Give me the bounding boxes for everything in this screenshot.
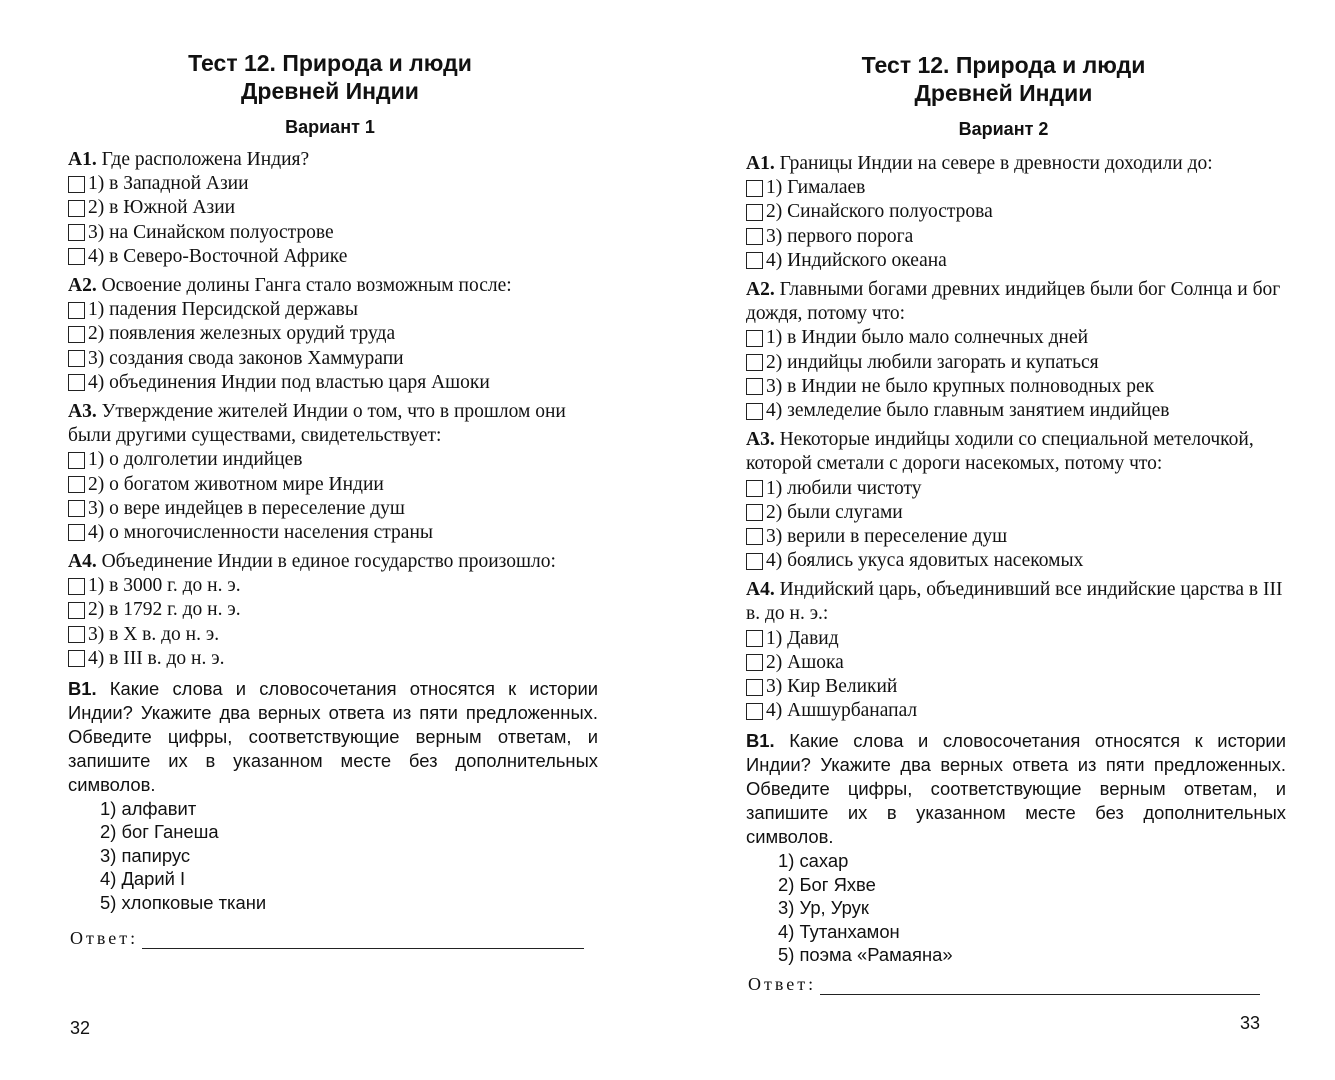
question-a2: [68, 274, 598, 395]
option[interactable]: [68, 473, 598, 497]
option-text: 1) Гималаев: [766, 177, 866, 199]
question-number: В1.: [746, 730, 775, 752]
answer-checkbox[interactable]: [68, 326, 85, 343]
option-text: 3) верили в переселение душ: [766, 525, 1008, 547]
option-text: 3) Кир Великий: [766, 676, 898, 698]
answer-checkbox[interactable]: [68, 224, 85, 241]
question-number: А2.: [68, 274, 97, 296]
option[interactable]: [746, 249, 1286, 273]
option[interactable]: [746, 699, 1286, 723]
question-a2: [746, 278, 1286, 423]
option[interactable]: [746, 375, 1286, 399]
b1-items: [68, 797, 598, 914]
option-text: 4) боялись укуса ядовитых насекомых: [766, 550, 1084, 572]
option[interactable]: [68, 371, 598, 395]
question-b1: [68, 677, 598, 914]
answer-checkbox[interactable]: [746, 679, 763, 696]
question-text: Объединение Индии в единое государство произошло:: [101, 551, 556, 573]
answer-checkbox[interactable]: [68, 248, 85, 265]
question-number: А1.: [746, 153, 775, 174]
list-item: 1) алфавит: [100, 798, 197, 820]
answer-checkbox[interactable]: [746, 378, 763, 395]
option-text: 3) в Индии не было крупных полноводных рек: [766, 375, 1155, 397]
answer-field[interactable]: [142, 930, 584, 949]
option[interactable]: [746, 675, 1286, 699]
test-title: [0, 49, 660, 105]
answer-checkbox[interactable]: [68, 374, 85, 391]
option-text: 2) Ашока: [766, 651, 844, 673]
option[interactable]: [746, 351, 1286, 375]
question-number: А3.: [746, 429, 775, 451]
answer-checkbox[interactable]: [746, 403, 763, 420]
option-text: 3) создания свода законов Хаммурапи: [88, 347, 404, 369]
list-item: 5) хлопковые ткани: [100, 891, 267, 913]
list-item: 2) бог Ганеша: [100, 821, 219, 843]
answer-checkbox[interactable]: [746, 703, 763, 720]
option-text: 1) о долголетии индийцев: [88, 449, 303, 471]
question-text: Освоение долины Ганга стало возможным после:: [101, 274, 512, 296]
title-line-1: Тест 12. Природа и люди: [188, 50, 472, 76]
list-item: 3) Ур, Урук: [778, 897, 869, 919]
list-item: 3) папирус: [100, 844, 191, 866]
left-page: [0, 0, 660, 1080]
option[interactable]: [68, 322, 598, 346]
list-item: 1) сахар: [778, 850, 849, 872]
option-text: 3) о вере индейцев в переселение душ: [88, 497, 405, 519]
question-text: Границы Индии на севере в древности доходили до:: [779, 153, 1213, 174]
option-text: 4) о многочисленности населения страны: [88, 521, 434, 543]
questions-block: [68, 148, 598, 914]
answer-checkbox[interactable]: [68, 524, 85, 541]
question-a4: [746, 578, 1286, 723]
option[interactable]: [68, 196, 598, 220]
page-number: 33: [1240, 1013, 1261, 1033]
list-item: 4) Дарий I: [100, 868, 186, 890]
question-text: Утверждение жителей Индии о том, что в прошлом они были другими существами, свидетельствует:: [68, 400, 566, 447]
test-title: [672, 51, 1335, 107]
question-a3: [746, 428, 1286, 573]
option[interactable]: [746, 399, 1286, 423]
option-text: 3) на Синайском полуострове: [88, 221, 334, 243]
answer-checkbox[interactable]: [746, 228, 763, 245]
answer-checkbox[interactable]: [68, 476, 85, 493]
question-a3: [68, 400, 598, 545]
title-line-2: Древней Индии: [241, 78, 419, 104]
answer-row: [748, 974, 1260, 995]
option[interactable]: [746, 176, 1286, 200]
option-text: 4) Ашшурбанапал: [766, 700, 918, 722]
option[interactable]: [68, 647, 598, 671]
answer-checkbox[interactable]: [68, 500, 85, 517]
answer-checkbox[interactable]: [68, 626, 85, 643]
question-text: Индийский царь, объединивший все индийские царства в III в. до н. э.:: [746, 579, 1283, 625]
option[interactable]: [746, 326, 1286, 350]
option-text: 2) были слугами: [766, 501, 903, 523]
variant-label: Вариант 1: [285, 117, 375, 137]
question-number: А1.: [68, 149, 97, 170]
answer-checkbox[interactable]: [68, 200, 85, 217]
questions-block: [746, 152, 1286, 966]
question-number: В1.: [68, 678, 97, 700]
question-a1: [746, 152, 1286, 273]
option-text: 4) Индийского океана: [766, 249, 947, 271]
list-item: 4) Тутанхамон: [778, 920, 900, 942]
option[interactable]: [68, 245, 598, 269]
option[interactable]: [68, 598, 598, 622]
option[interactable]: [746, 225, 1286, 249]
answer-checkbox[interactable]: [746, 354, 763, 371]
list-item: 2) Бог Яхве: [778, 873, 876, 895]
question-b1: [746, 729, 1286, 966]
question-a1: [68, 148, 598, 269]
option-text: 4) в Северо-Восточной Африке: [88, 245, 348, 267]
option-text: 1) Давид: [766, 627, 839, 649]
answer-checkbox[interactable]: [68, 302, 85, 319]
option[interactable]: [68, 574, 598, 598]
title-line-1: Тест 12. Природа и люди: [861, 52, 1146, 78]
variant-label: Вариант 2: [958, 119, 1049, 139]
answer-checkbox[interactable]: [746, 654, 763, 671]
option[interactable]: [746, 549, 1286, 573]
option[interactable]: [68, 298, 598, 322]
answer-checkbox[interactable]: [746, 630, 763, 647]
list-item: 5) поэма «Рамаяна»: [778, 944, 953, 966]
option-text: 4) в III в. до н. э.: [88, 647, 225, 669]
option[interactable]: [68, 172, 598, 196]
option[interactable]: [746, 525, 1286, 549]
option-text: 2) в Южной Азии: [88, 197, 236, 219]
option-text: 3) в X в. до н. э.: [88, 623, 220, 645]
b1-items: [746, 849, 1286, 966]
question-text: Какие слова и словосочетания относятся к истории Индии? Укажите два верных ответа из пяти предложенных. Обведите цифры, соответствующие верным ответам, и запишите их в указанном месте без дополнительных символов.: [746, 730, 1286, 848]
option-text: 3) первого порога: [766, 225, 914, 247]
option[interactable]: [68, 221, 598, 245]
option[interactable]: [68, 623, 598, 647]
answer-checkbox[interactable]: [746, 204, 763, 221]
answer-checkbox[interactable]: [68, 452, 85, 469]
option-text: 1) в Западной Азии: [88, 173, 249, 195]
answer-checkbox[interactable]: [746, 553, 763, 570]
question-text: Какие слова и словосочетания относятся к истории Индии? Укажите два верных ответа из пяти предложенных. Обведите цифры, соответствующие верным ответам, и запишите их в указанном месте без дополнительных символов.: [68, 678, 598, 796]
answer-checkbox[interactable]: [746, 330, 763, 347]
question-number: А2.: [746, 278, 775, 300]
option-text: 1) падения Персидской державы: [88, 299, 358, 321]
answer-checkbox[interactable]: [68, 602, 85, 619]
answer-label: Ответ:: [748, 974, 817, 994]
option[interactable]: [746, 200, 1286, 224]
answer-label: Ответ:: [70, 928, 139, 948]
right-page: [672, 0, 1335, 1080]
title-line-2: Древней Индии: [914, 80, 1093, 106]
option[interactable]: [68, 521, 598, 545]
question-number: А4.: [68, 551, 97, 573]
option-text: 4) земледелие было главным занятием индийцев: [766, 399, 1170, 421]
option[interactable]: [68, 497, 598, 521]
question-text: Где расположена Индия?: [101, 149, 310, 170]
option-text: 2) в 1792 г. до н. э.: [88, 599, 241, 621]
option-text: 2) индийцы любили загорать и купаться: [766, 351, 1099, 373]
option[interactable]: [746, 501, 1286, 525]
option-text: 4) объединения Индии под властью царя Ашоки: [88, 371, 490, 393]
option-text: 1) любили чистоту: [766, 477, 922, 499]
answer-checkbox[interactable]: [68, 578, 85, 595]
option-text: 2) о богатом животном мире Индии: [88, 473, 384, 495]
option-text: 1) в 3000 г. до н. э.: [88, 575, 241, 597]
answer-checkbox[interactable]: [746, 528, 763, 545]
question-text: Некоторые индийцы ходили со специальной метелочкой, которой сметали с дороги насекомых, потому что:: [746, 429, 1254, 475]
option-text: 2) появления железных орудий труда: [88, 323, 396, 345]
option[interactable]: [746, 627, 1286, 651]
answer-checkbox[interactable]: [746, 504, 763, 521]
answer-checkbox[interactable]: [746, 252, 763, 269]
question-a4: [68, 550, 598, 671]
option[interactable]: [68, 448, 598, 472]
option[interactable]: [746, 477, 1286, 501]
option[interactable]: [746, 651, 1286, 675]
option-text: 1) в Индии было мало солнечных дней: [766, 327, 1089, 349]
answer-checkbox[interactable]: [68, 176, 85, 193]
option[interactable]: [68, 347, 598, 371]
answer-checkbox[interactable]: [68, 350, 85, 367]
question-number: А3.: [68, 400, 97, 422]
answer-field[interactable]: [820, 976, 1260, 995]
question-text: Главными богами древних индийцев были бог Солнца и бог дождя, потому что:: [746, 278, 1281, 325]
option-text: 2) Синайского полуострова: [766, 201, 993, 223]
question-number: А4.: [746, 579, 775, 601]
answer-checkbox[interactable]: [746, 180, 763, 197]
answer-checkbox[interactable]: [68, 650, 85, 667]
answer-row: [70, 928, 584, 949]
answer-checkbox[interactable]: [746, 480, 763, 497]
page-number: 32: [70, 1018, 91, 1038]
